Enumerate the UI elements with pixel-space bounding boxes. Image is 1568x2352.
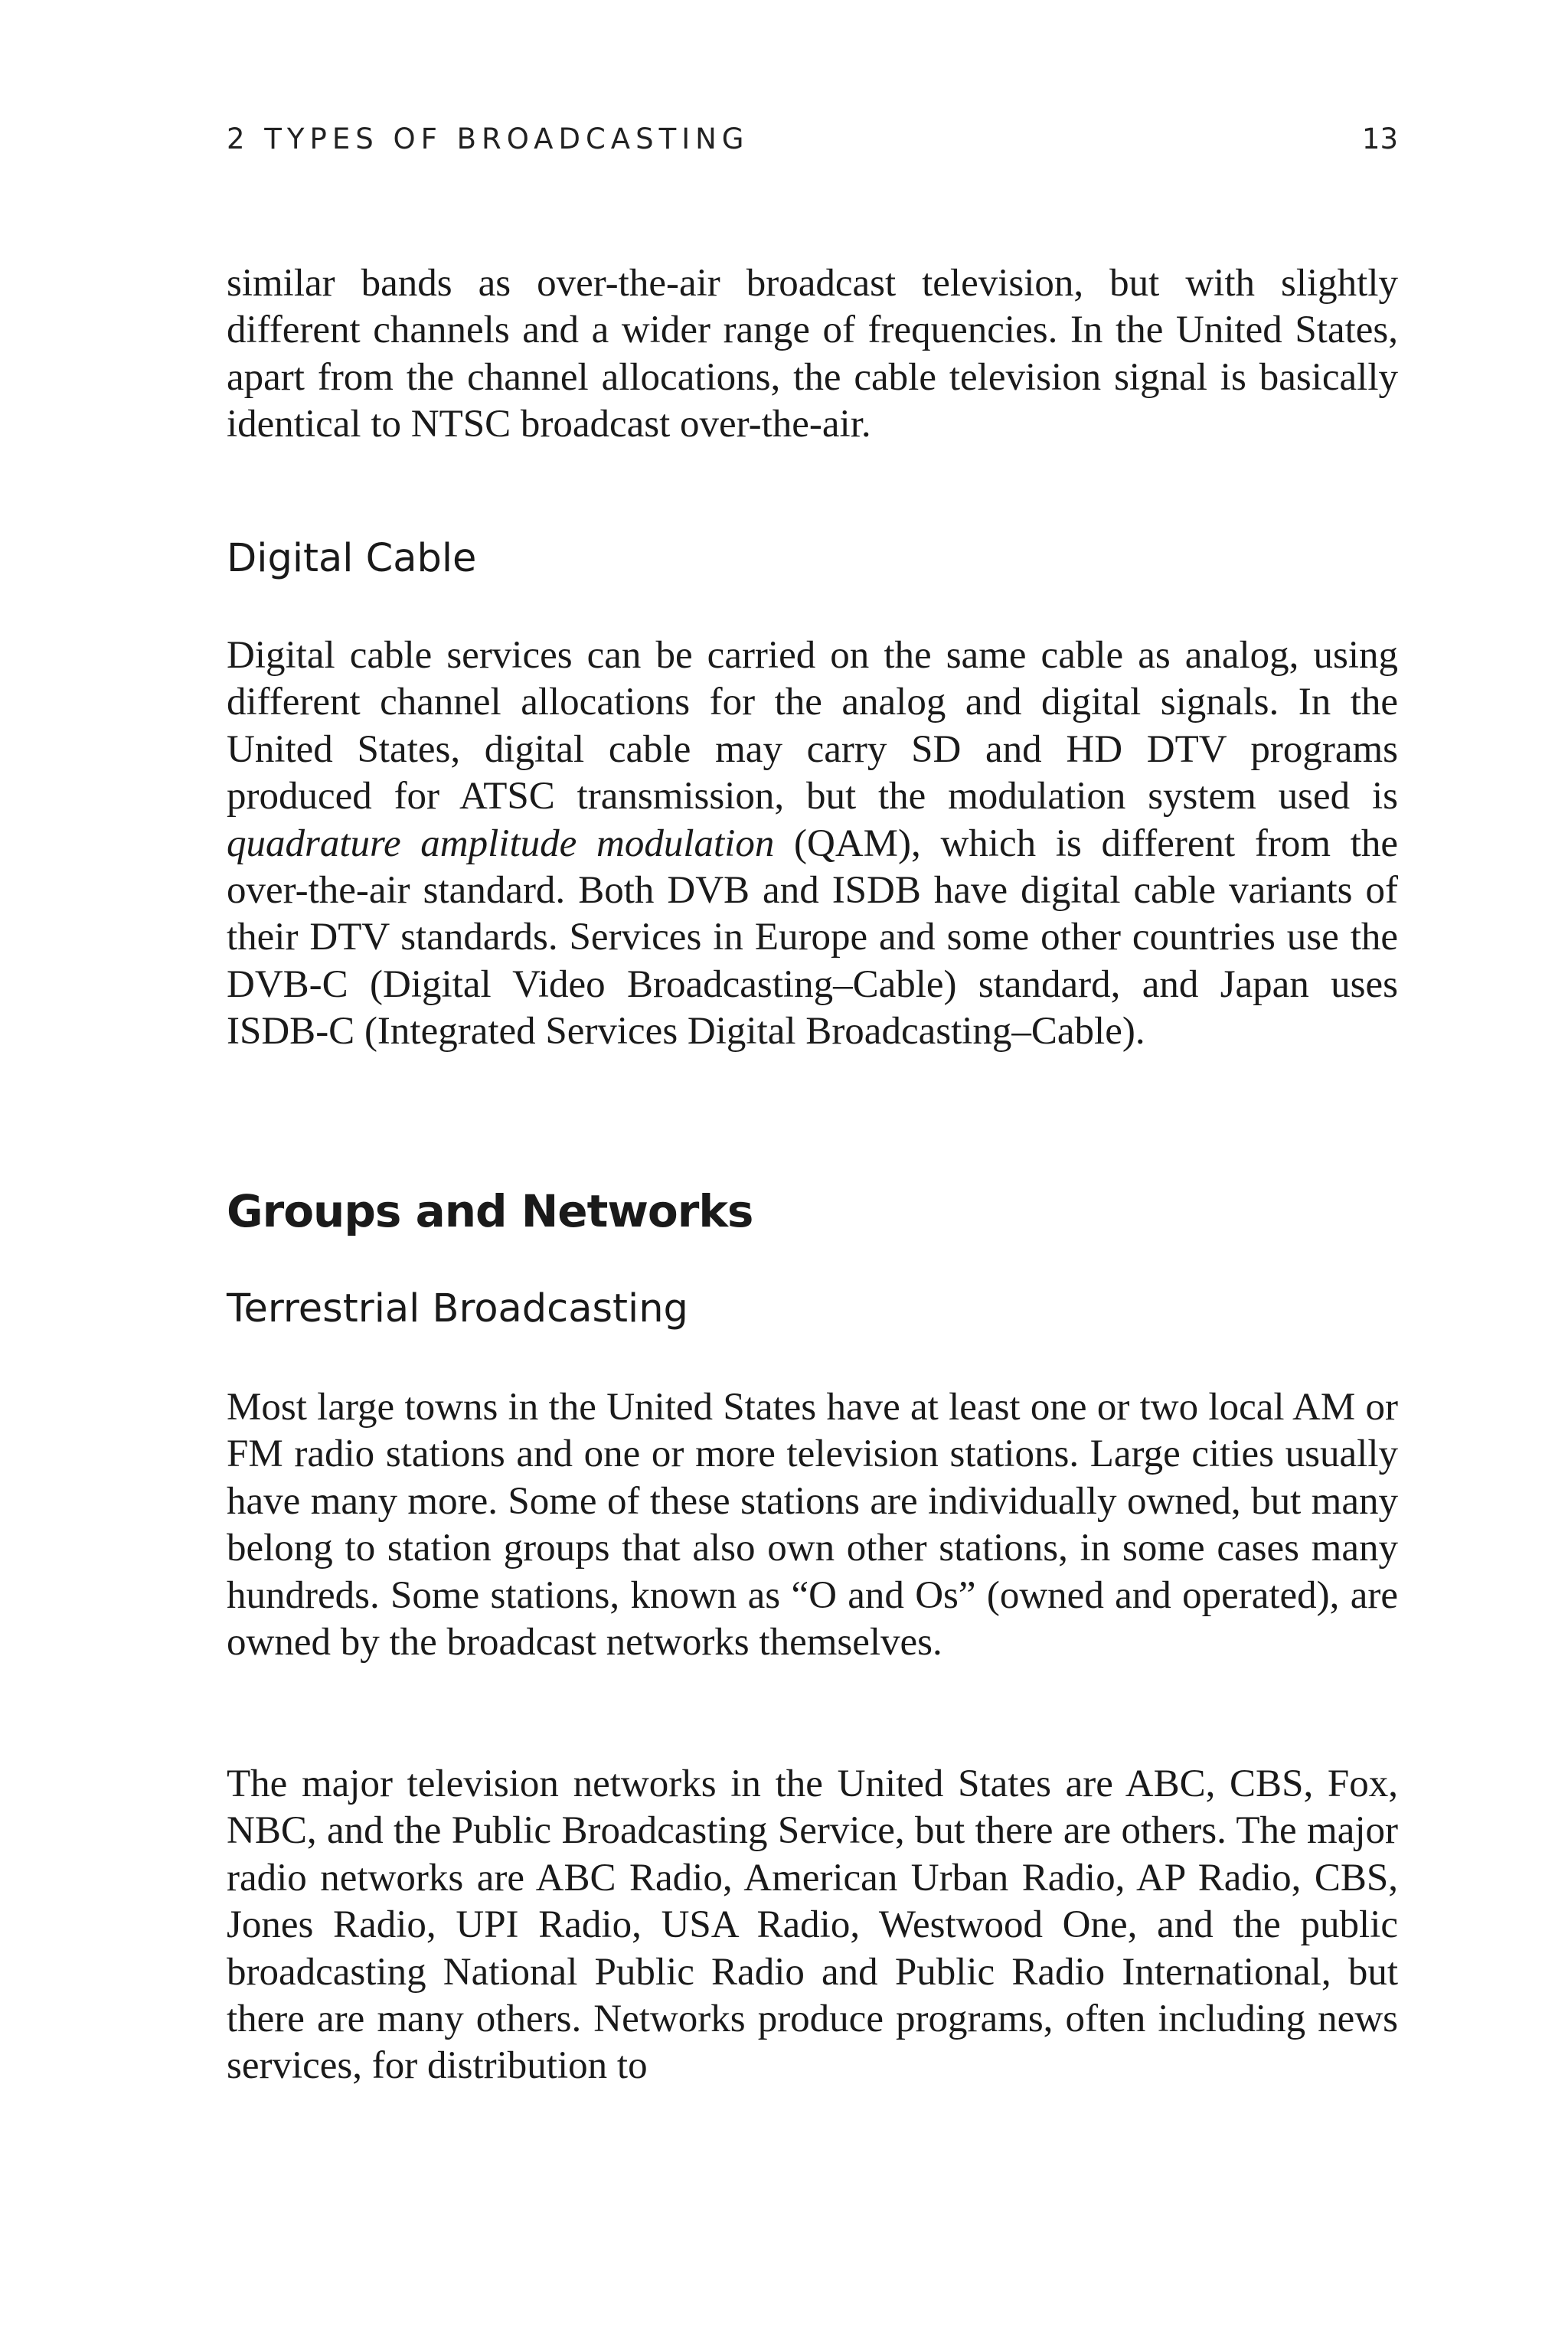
heading-digital-cable: Digital Cable [227,536,477,581]
paragraph-cable-intro: similar bands as over-the-air broadcast television, but with slightly different channels and a wider range of frequencies. In the United States, apart from the channel allocations, the cable television signal is basically identical to NTSC broadcast over-the-air. [227,262,1398,446]
paragraph-digital-cable [227,632,1398,1056]
heading-groups-and-networks: Groups and Networks [227,1185,753,1237]
italic-term-qam: quadrature amplitude modulation [227,822,775,865]
paragraph-digital-cable-part2: (QAM), which is different from the over-the-air standard. Both DVB and ISDB have digital cable variants of their DTV standards. Services in Europe and some other countries use the DVB-C (Digital Video Broadcasting–Cable) standard, and Japan uses ISDB-C (Integrated Services Digital Broadcasting–Cable). [227,822,1398,1054]
paragraph-networks: The major television networks in the United States are ABC, CBS, Fox, NBC, and the Public Broadcasting Service, but there are others. The major radio networks are ABC Radio, American Urban Radio, AP Radio, CBS, Jones Radio, UPI Radio, USA Radio, Westwood One, and the public broadcasting National Public Radio and Public Radio International, but there are many others. Networks produce programs, often including news services, for distribution to [227,1762,1398,2088]
paragraph-digital-cable-part1: Digital cable services can be carried on the same cable as analog, using different channel allocations for the analog and digital signals. In the United States, digital cable may carry SD and HD DTV programs produced for ATSC transmission, but the modulation system used is [227,634,1398,818]
heading-terrestrial-broadcasting: Terrestrial Broadcasting [227,1286,688,1331]
page-number: 13 [1361,122,1398,155]
chapter-title: 2 TYPES OF BROADCASTING [227,122,750,155]
paragraph-terrestrial: Most large towns in the United States have at least one or two local AM or FM radio stations and one or more television stations. Large cities usually have many more. Some of these stations are individually owned, but many belong to station groups that also own other stations, in some cases many hundreds. Some stations, known as “O and Os” (owned and operated), are owned by the broadcast networks themselves. [227,1386,1398,1664]
running-head [227,122,1398,168]
